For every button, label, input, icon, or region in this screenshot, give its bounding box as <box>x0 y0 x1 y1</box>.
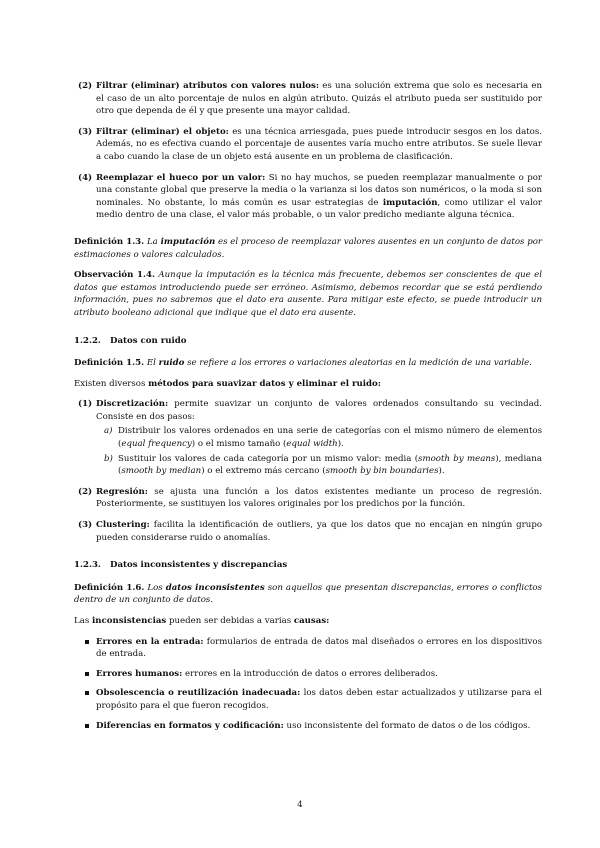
sub-text: Distribuir los valores ordenados en una serie de categorías con el mismo número de elementos ( <box>118 426 542 450</box>
page-number: 4 <box>297 800 303 810</box>
definition-1-3 <box>74 236 542 261</box>
observation-1-4 <box>74 269 542 319</box>
item-text: es una técnica arriesgada, pues puede introducir sesgos en los datos. Además, no es efectiva cuando el porcentaje de ausentes varía mucho entre atributos. Se suele llevar a cabo cuando la clase de un objeto está ausente en un problema de clasificación. <box>96 126 542 162</box>
sub-list-item <box>96 425 542 450</box>
sub-italic: smooth by median <box>121 466 202 477</box>
definition-text: son aquellos que presentan discrepancias, errores o conflictos dentro de un conjunto de datos. <box>74 582 542 606</box>
item-title: Filtrar (eliminar) atributos con valores nulos: <box>96 81 319 91</box>
paragraph-text: Existen diversos <box>74 378 149 389</box>
definition-term: datos inconsistentes <box>165 582 265 593</box>
item-text: uso inconsistente del formato de datos o de los códigos. <box>283 720 531 731</box>
observation-text: Aunque la imputación es la técnica más frecuente, debemos ser conscientes de que el datos que estamos introduciendo puede ser erróneo. Asimismo, debemos recordar que se está perdiendo información, pues no sabremos que el dato era ausente. Para mitigar este efecto, se puede introducir un atributo booleano adicional que indique que el dato era ausente. <box>74 270 542 318</box>
list-number: (3) <box>78 126 93 137</box>
sub-text: ), mediana ( <box>118 453 542 477</box>
observation-label: Observación 1.4. <box>74 270 155 281</box>
item-text: Si no hay muchos, se pueden reemplazar manualmente o por una constante global que preserve la media o la varianza si los datos son numéricos, o la moda si son nominales. No obstante, lo más común es usar estrategias de <box>96 172 542 208</box>
definition-term: imputación <box>160 236 216 247</box>
definition-1-5 <box>74 357 542 370</box>
definition-text: El <box>144 358 159 369</box>
item-title: Discretización: <box>96 399 169 410</box>
list-item <box>74 172 542 222</box>
sub-italic: smooth by means <box>418 453 496 464</box>
paragraph-text: pueden ser debidas a varias <box>166 616 294 626</box>
sub-text: ) o el extremo más cercano ( <box>201 466 326 477</box>
section-number: 1.2.3. <box>74 560 101 571</box>
item-text: es una solución extrema que solo es necesaria en el caso de un alto porcentaje de nulos en algún atributo. Quizás el atributo pueda ser sustituido por otro que dependa de él y que presente una mayor calidad. <box>96 81 542 117</box>
sub-list-item <box>96 453 542 478</box>
bullet-icon <box>85 691 89 695</box>
definition-text: se refiere a los errores o variaciones aleatorias en la medición de una variable. <box>184 358 532 369</box>
sub-italic: equal frequency <box>121 439 192 450</box>
sub-text: ) o el mismo tamaño ( <box>191 439 287 450</box>
sub-text: ). <box>438 466 445 477</box>
bullet-icon <box>85 640 89 644</box>
bullet-item <box>74 687 542 712</box>
list-number: (3) <box>78 520 93 531</box>
item-title: Clustering: <box>96 520 150 531</box>
bullet-item <box>74 668 542 681</box>
bullet-icon <box>85 724 89 728</box>
item-text: facilita la identificación de outliers, ya que los datos que no encajan en ningún grupo pueden considerarse ruido o anomalías. <box>96 520 542 543</box>
item-text: permite suavizar un conjunto de valores ordenados consultando su vecindad. Consiste en dos pasos: <box>96 399 542 422</box>
list-number: (2) <box>78 486 93 497</box>
bullet-item <box>74 636 542 661</box>
definition-term: ruido <box>158 358 185 369</box>
section-number: 1.2.2. <box>74 335 101 346</box>
paragraph-bold: métodos para suavizar datos y eliminar el ruido: <box>148 378 381 389</box>
item-title: Reemplazar el hueco por un valor: <box>96 172 266 183</box>
sub-italic: equal width <box>286 439 338 450</box>
sub-text: Sustituir los valores de cada categoría por un mismo valor: media ( <box>118 453 419 464</box>
definition-label: Definición 1.3. <box>74 236 145 247</box>
definition-text: Los <box>144 582 166 593</box>
section-title: Datos con ruido <box>110 335 187 346</box>
bullet-icon <box>85 672 89 676</box>
sub-letter: a) <box>104 426 113 437</box>
section-heading-1-2-2 <box>74 335 542 348</box>
list-item <box>74 126 542 164</box>
definition-text: La <box>144 236 161 247</box>
item-text: se ajusta una función a los datos existentes mediante un proceso de regresión. Posteriormente, se sustituyen los valores originales por los predichos por la función. <box>96 486 542 510</box>
section-heading-1-2-3 <box>74 559 542 572</box>
list-number: (1) <box>78 399 93 410</box>
item-title: Errores en la entrada: <box>96 636 204 647</box>
item-text: errores en la introducción de datos o errores deliberados. <box>182 668 438 679</box>
definition-1-6 <box>74 582 542 607</box>
paragraph <box>74 378 542 391</box>
list-item <box>74 486 542 511</box>
item-title: Regresión: <box>96 486 148 497</box>
paragraph-text: Las <box>74 616 92 626</box>
paragraph <box>74 615 542 628</box>
sub-text: ). <box>337 439 344 450</box>
paragraph-bold: causas: <box>293 616 330 626</box>
item-text: los datos deben estar actualizados y utilizarse para el propósito para el que fueron recogidos. <box>96 688 542 711</box>
item-text: formularios de entrada de datos mal diseñados o errores en los dispositivos de entrada. <box>96 636 542 660</box>
definition-text: es el proceso de reemplazar valores ausentes en un conjunto de datos por estimaciones o valores calculados. <box>74 236 542 260</box>
list-number: (2) <box>78 81 93 91</box>
sub-italic: smooth by bin boundaries <box>325 466 439 477</box>
sub-letter: b) <box>104 453 113 464</box>
bullet-item <box>74 720 542 733</box>
item-bold: imputación <box>382 197 438 208</box>
list-number: (4) <box>78 172 93 183</box>
section-title: Datos inconsistentes y discrepancias <box>110 560 288 571</box>
item-title: Obsolescencia o reutilización inadecuada: <box>96 688 301 699</box>
item-title: Errores humanos: <box>96 668 183 679</box>
definition-label: Definición 1.6. <box>74 582 145 593</box>
list-item <box>74 80 542 118</box>
list-item <box>74 519 542 544</box>
list-item <box>74 398 542 478</box>
page-content <box>74 80 542 739</box>
paragraph-bold: inconsistencias <box>91 616 167 626</box>
definition-label: Definición 1.5. <box>74 358 145 369</box>
item-title: Filtrar (eliminar) el objeto: <box>96 126 229 137</box>
item-text: , como utilizar el valor medio dentro de una clase, el valor más probable, o un valor predicho mediante alguna técnica. <box>96 197 542 221</box>
item-title: Diferencias en formatos y codificación: <box>96 720 284 731</box>
